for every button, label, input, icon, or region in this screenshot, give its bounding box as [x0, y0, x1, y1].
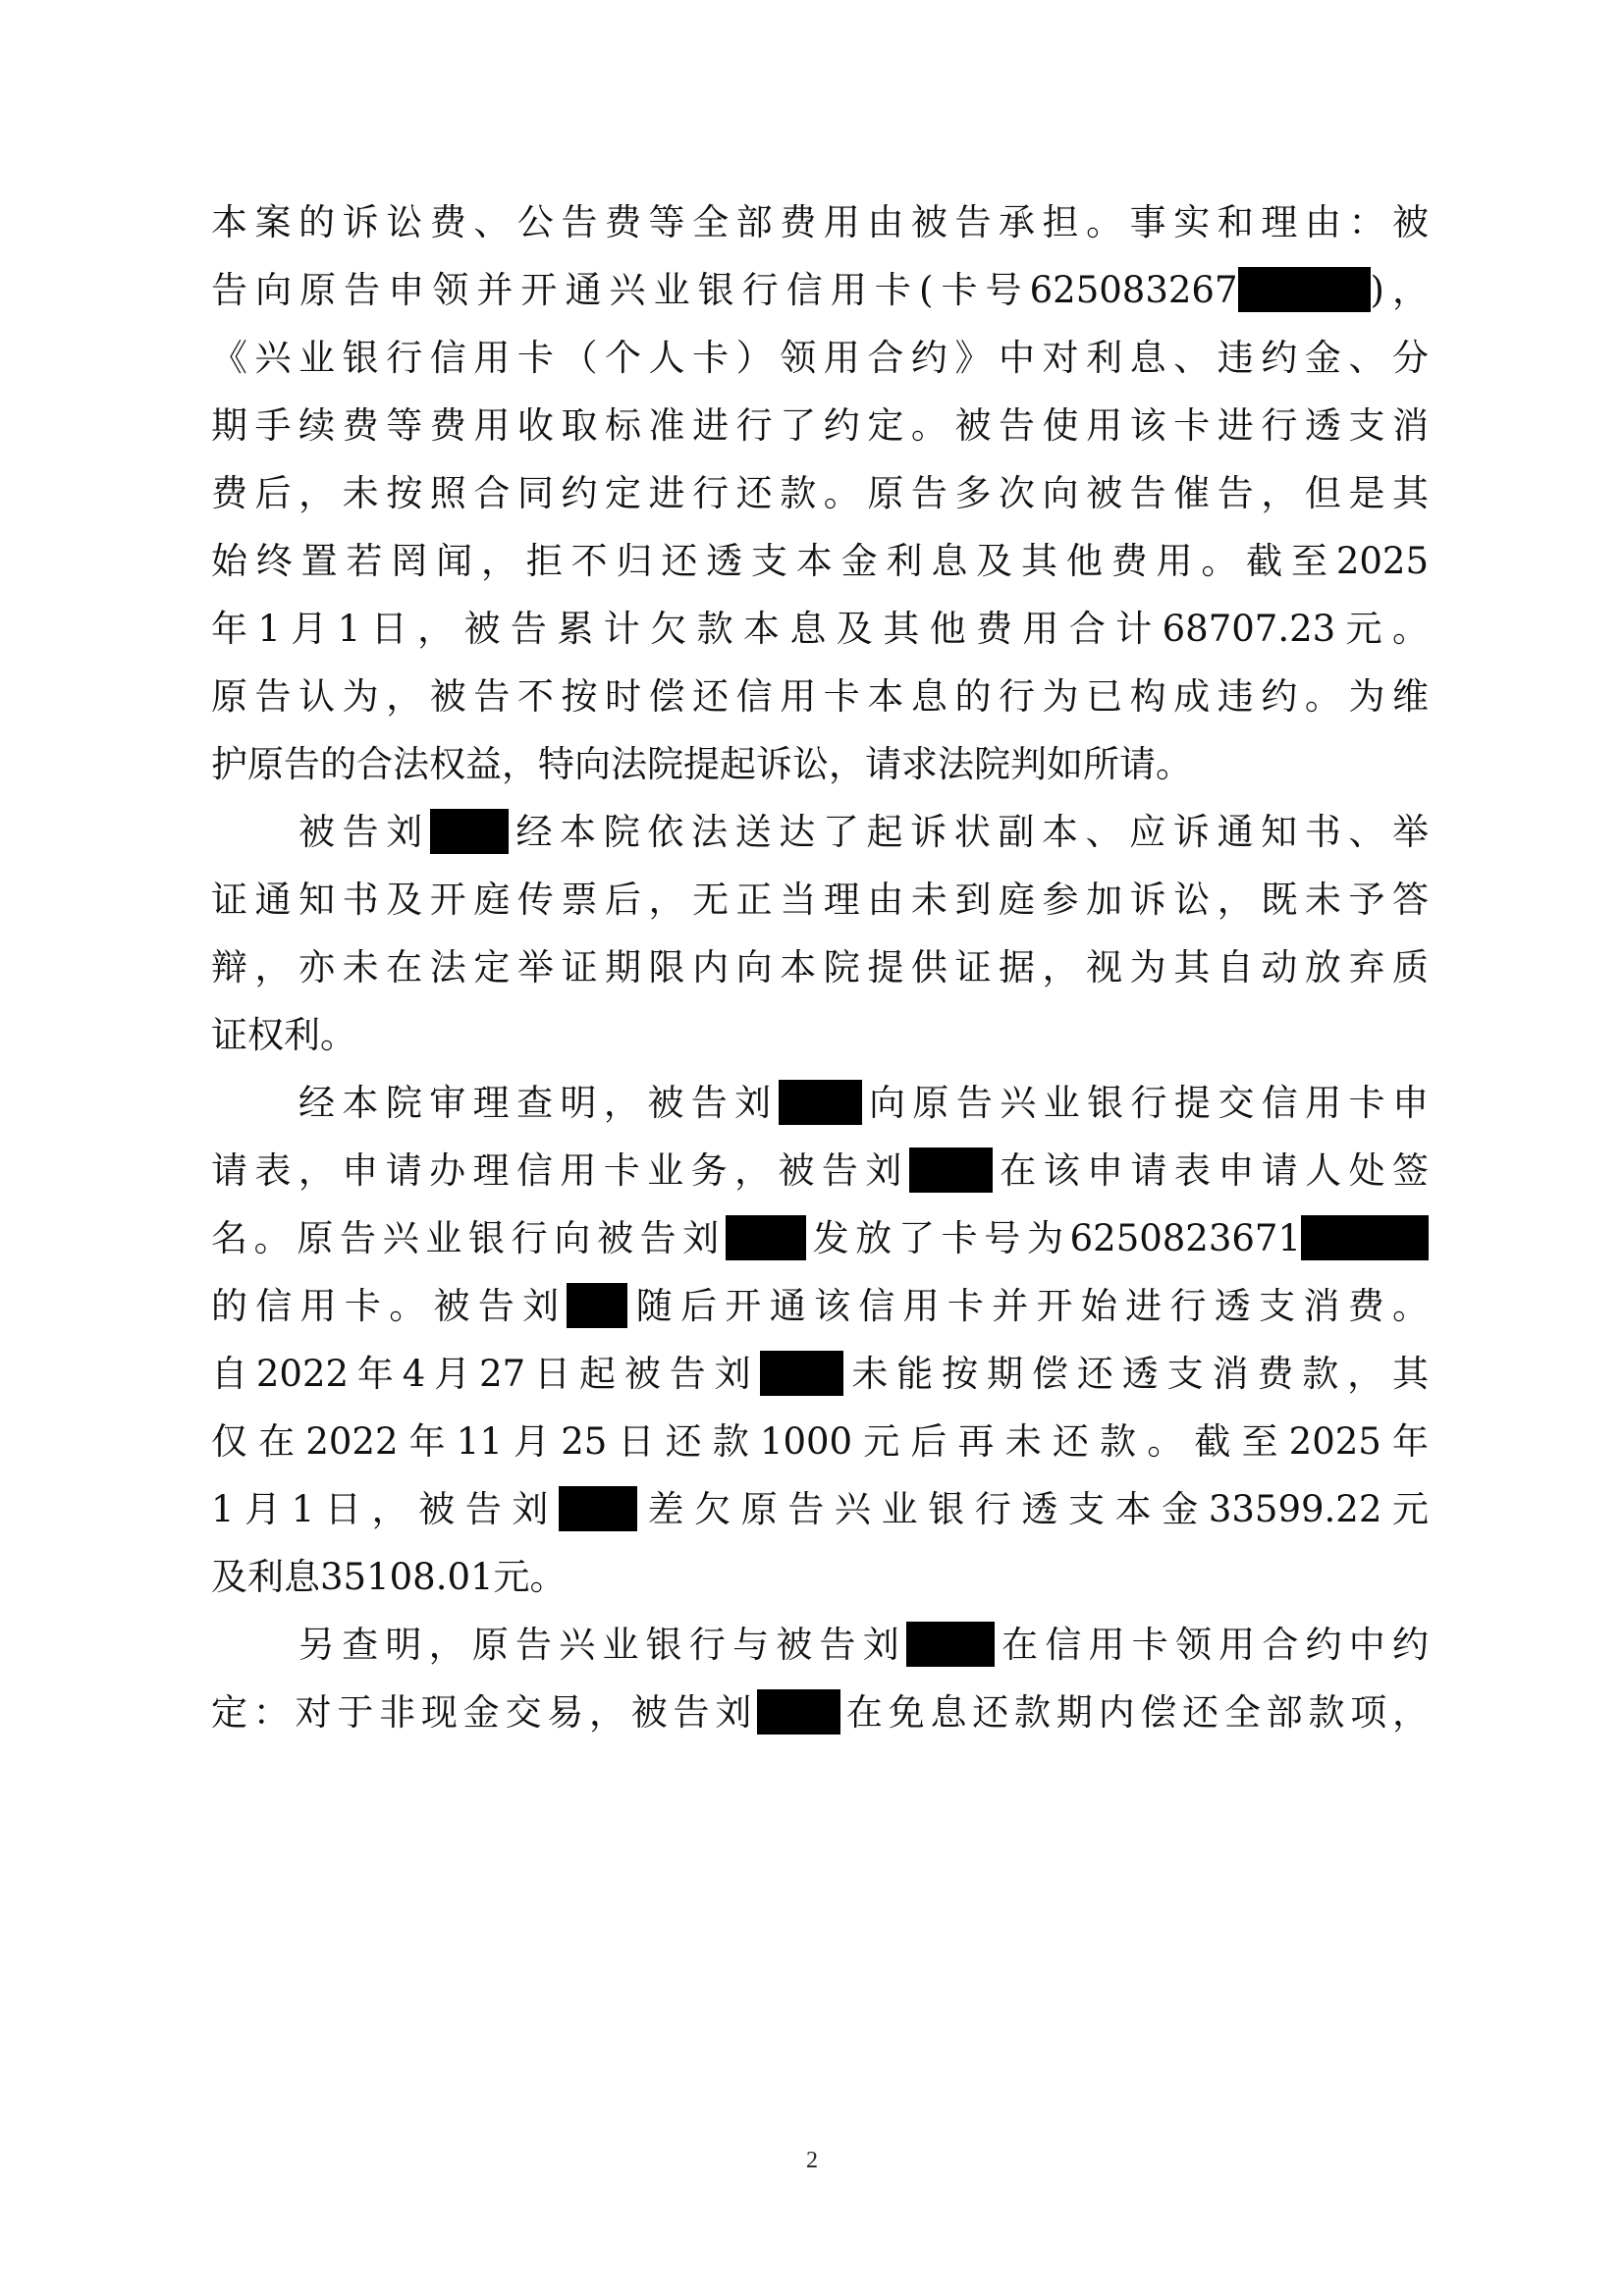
text-line: 证通知书及开庭传票后，无正当理由未到庭参加诉讼，既未予答: [211, 879, 1429, 921]
text-line: 仅在2022年11月25日还款1000元后再未还款。截至2025年: [211, 1420, 1429, 1463]
redaction-block: [430, 809, 509, 854]
text-line: 护原告的合法权益，特向法院提起诉讼，请求法院判如所请。: [211, 743, 1192, 785]
redaction-block: [906, 1622, 995, 1667]
text-line: 本案的诉讼费、公告费等全部费用由被告承担。事实和理由：被: [211, 201, 1429, 243]
text-line: 的信用卡。被告刘 随后开通该信用卡并开始进行透支消费。: [211, 1285, 1430, 1327]
text-line: 证权利。: [211, 1014, 356, 1056]
text-line: 期手续费等费用收取标准进行了约定。被告使用该卡进行透支消: [211, 404, 1429, 447]
text-line: 费后，未按照合同约定进行还款。原告多次向被告催告，但是其: [211, 472, 1429, 514]
text-line: 及利息35108.01元。: [211, 1556, 567, 1598]
redaction-block: [779, 1080, 862, 1125]
text-line: 定：对于非现金交易，被告刘 在免息还款期内偿还全部款项，: [211, 1691, 1430, 1734]
text-line: 告向原告申领并开通兴业银行信用卡(卡号625083267 )，: [211, 269, 1429, 311]
redaction-block: [1301, 1215, 1429, 1260]
page-number: 2: [806, 2148, 818, 2173]
text-line: 经本院审理查明，被告刘 向原告兴业银行提交信用卡申: [298, 1082, 1430, 1124]
text-line: 请表，申请办理信用卡业务，被告刘 在该申请表申请人处签: [211, 1149, 1430, 1192]
redaction-block: [567, 1283, 627, 1328]
redaction-block: [1238, 267, 1371, 312]
redaction-block: [559, 1486, 637, 1531]
text-line: 始终置若罔闻，拒不归还透支本金利息及其他费用。截至2025: [211, 540, 1429, 582]
text-line: 另查明，原告兴业银行与被告刘 在信用卡领用合约中约: [298, 1624, 1430, 1666]
text-line: 原告认为，被告不按时偿还信用卡本息的行为已构成违约。为维: [211, 675, 1429, 718]
redaction-block: [760, 1351, 843, 1396]
text-line: 名。原告兴业银行向被告刘 发放了卡号为6250823671: [211, 1209, 1429, 1268]
text-line: 辩，亦未在法定举证期限内向本院提供证据，视为其自动放弃质: [211, 946, 1429, 988]
redaction-block: [909, 1148, 993, 1193]
text-line: 《兴业银行信用卡（个人卡）领用合约》中对利息、违约金、分: [211, 337, 1429, 379]
text-line: 年1月1日，被告累计欠款本息及其他费用合计68707.23元。: [211, 608, 1429, 650]
text-line: 被告刘 经本院依法送达了起诉状副本、应诉通知书、举: [298, 811, 1429, 853]
redaction-block: [757, 1689, 840, 1735]
redaction-block: [726, 1215, 806, 1260]
text-line: 自2022年4月27日起被告刘 未能按期偿还透支消费款，其: [211, 1353, 1429, 1395]
text-line: 1月1日，被告刘 差欠原告兴业银行透支本金33599.22元: [211, 1488, 1429, 1530]
